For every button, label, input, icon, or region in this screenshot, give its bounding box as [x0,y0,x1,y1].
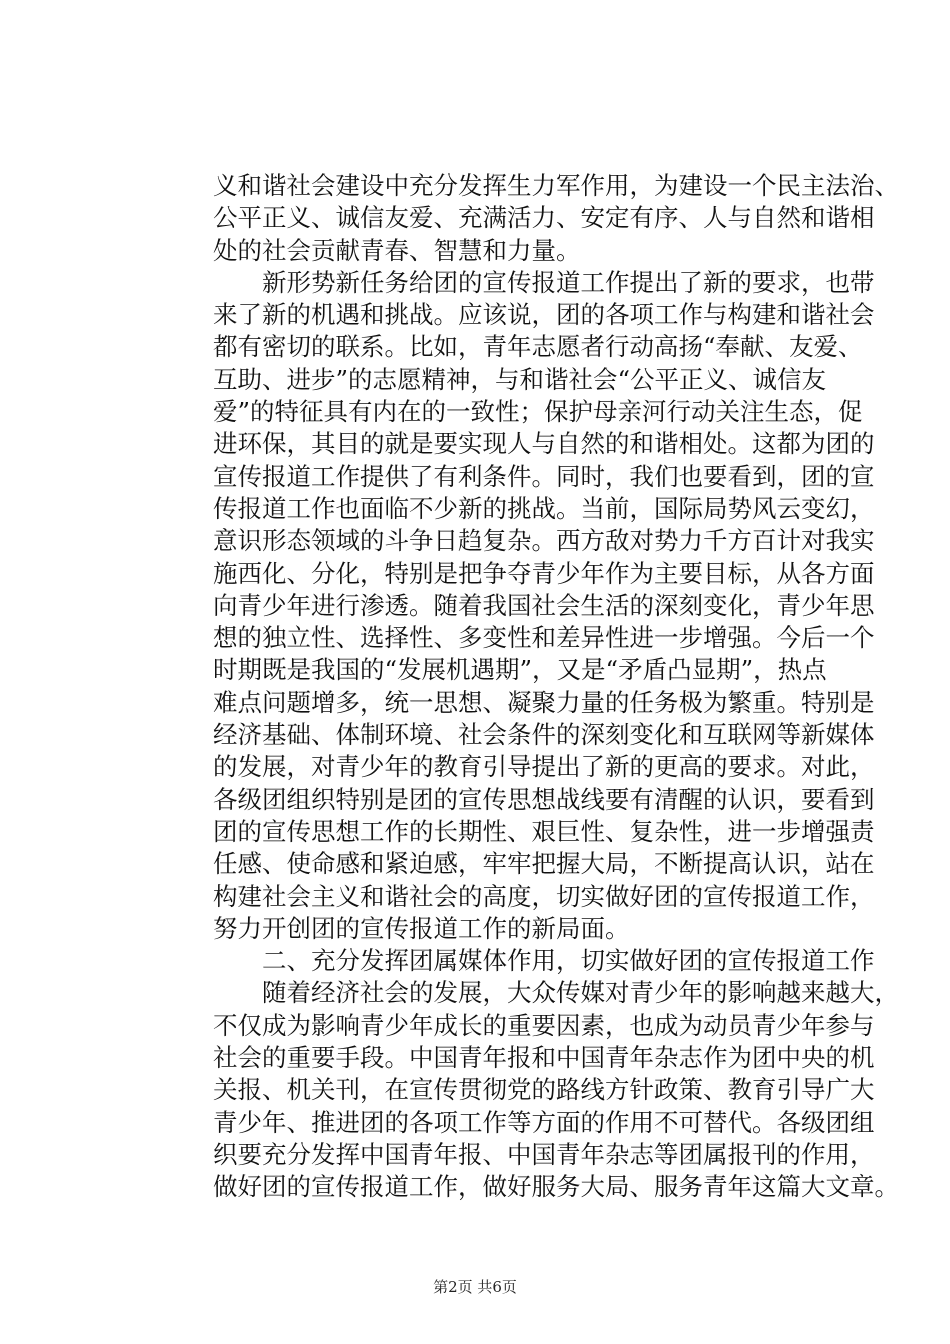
text-line: 施西化、分化，特别是把争夺青少年作为主要目标，从各方面 [213,558,875,588]
text-line: 青少年、推进团的各项工作等方面的作用不可替代。各级团组 [213,1107,875,1137]
text-line: 向青少年进行渗透。随着我国社会生活的深刻变化，青少年思 [213,590,875,620]
text-line: 随着经济社会的发展，大众传媒对青少年的影响越来越大， [262,978,899,1008]
text-line: 努力开创团的宣传报道工作的新局面。 [213,913,630,943]
text-line: 织要充分发挥中国青年报、中国青年杂志等团属报刊的作用， [213,1139,875,1169]
text-line: 意识形态领域的斗争日趋复杂。西方敌对势力千方百计对我实 [213,526,875,556]
page-number-footer: 第2页 共6页 [433,1278,517,1296]
text-line: 二、充分发挥团属媒体作用，切实做好团的宣传报道工作 [262,946,875,976]
text-line: 公平正义、诚信友爱、充满活力、安定有序、人与自然和谐相 [213,203,875,233]
text-line: 不仅成为影响青少年成长的重要因素，也成为动员青少年参与 [213,1010,875,1040]
text-line: 处的社会贡献青春、智慧和力量。 [213,235,581,265]
text-line: 各级团组织特别是团的宣传思想战线要有清醒的认识，要看到 [213,784,875,814]
text-line: 经济基础、体制环境、社会条件的深刻变化和互联网等新媒体 [213,720,875,750]
text-line: 想的独立性、选择性、多变性和差异性进一步增强。今后一个 [213,623,875,653]
document-body [213,170,899,1204]
text-line: 互助、进步”的志愿精神，与和谐社会“公平正义、诚信友 [213,364,827,394]
text-line: 爱”的特征具有内在的一致性；保护母亲河行动关注生态，促 [213,397,863,427]
text-line: 的发展，对青少年的教育引导提出了新的更高的要求。对此， [213,752,875,782]
text-line: 难点问题增多，统一思想、凝聚力量的任务极为繁重。特别是 [213,687,875,717]
text-line: 构建社会主义和谐社会的高度，切实做好团的宣传报道工作， [213,881,875,911]
text-line: 新形势新任务给团的宣传报道工作提出了新的要求，也带 [262,267,875,297]
text-line: 来了新的机遇和挑战。应该说，团的各项工作与构建和谐社会 [213,300,875,330]
text-line: 时期既是我国的“发展机遇期”，又是“矛盾凸显期”，热点 [213,655,827,685]
text-line: 团的宣传思想工作的长期性、艰巨性、复杂性，进一步增强责 [213,816,875,846]
text-line: 社会的重要手段。中国青年报和中国青年杂志作为团中央的机 [213,1043,875,1073]
text-line: 做好团的宣传报道工作，做好服务大局、服务青年这篇大文章。 [213,1172,899,1202]
text-line: 义和谐社会建设中充分发挥生力军作用，为建设一个民主法治、 [213,171,899,200]
text-line: 进环保，其目的就是要实现人与自然的和谐相处。这都为团的 [213,429,875,459]
text-line: 传报道工作也面临不少新的挑战。当前，国际局势风云变幻， [213,493,875,523]
text-line: 关报、机关刊，在宣传贯彻党的路线方针政策、教育引导广大 [213,1075,875,1105]
text-line: 宣传报道工作提供了有利条件。同时，我们也要看到，团的宣 [213,461,875,491]
text-line: 都有密切的联系。比如，青年志愿者行动高扬“奉献、友爱、 [213,332,863,362]
text-line: 任感、使命感和紧迫感，牢牢把握大局，不断提高认识，站在 [213,849,875,879]
